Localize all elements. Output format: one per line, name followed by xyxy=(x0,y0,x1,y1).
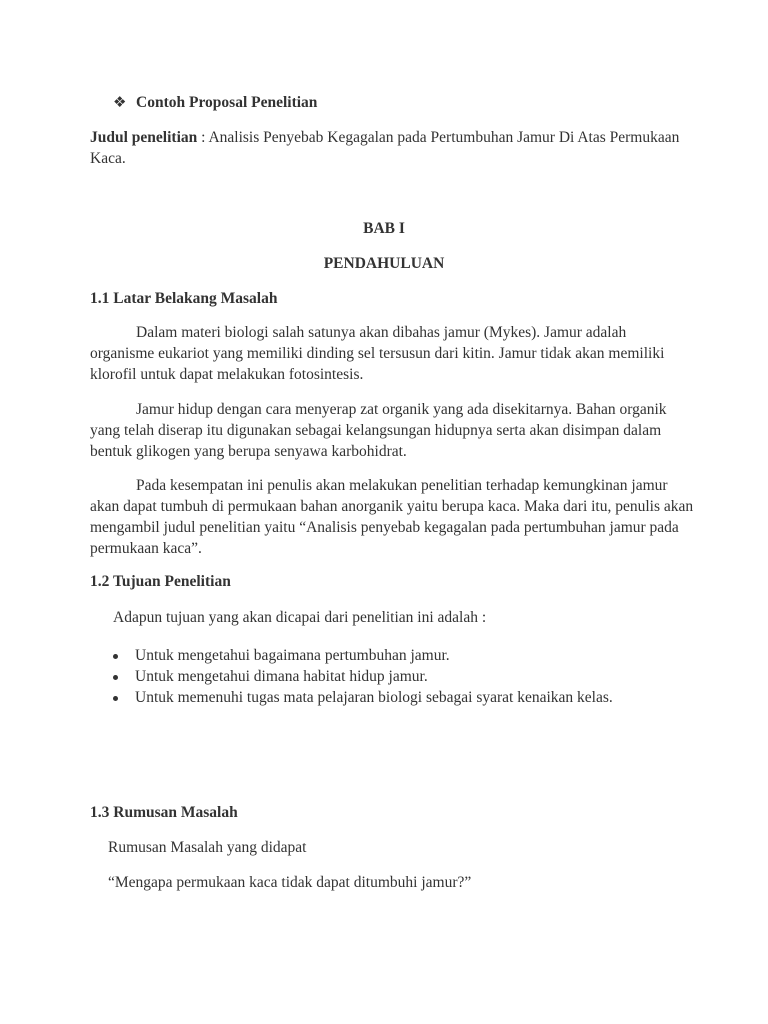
bullet-dot-icon xyxy=(113,654,118,659)
list-item xyxy=(0,645,768,666)
paragraph-line: klorofil untuk dapat melakukan fotosintesis. xyxy=(90,366,364,383)
list-item xyxy=(0,687,768,708)
section-heading-1-1: 1.1 Latar Belakang Masalah xyxy=(90,290,278,307)
paragraph-line: bentuk glikogen yang berupa senyawa karbohidrat. xyxy=(90,443,407,460)
section-heading-1-3: 1.3 Rumusan Masalah xyxy=(90,804,238,821)
research-title-label: Judul penelitian xyxy=(90,129,198,146)
paragraph-3 xyxy=(90,475,694,559)
list-item-text: Untuk memenuhi tugas mata pelajaran biologi sebagai syarat kenaikan kelas. xyxy=(135,689,613,706)
research-title-line xyxy=(90,127,679,148)
research-title-text: : Analisis Penyebab Kegagalan pada Pertumbuhan Jamur Di Atas Permukaan xyxy=(197,129,680,146)
paragraph-line: mengambil judul penelitian yaitu “Analisis penyebab kegagalan pada pertumbuhan jamur pada xyxy=(90,519,679,536)
problem-question: “Mengapa permukaan kaca tidak dapat ditumbuhi jamur?” xyxy=(108,874,472,891)
paragraph-1 xyxy=(90,322,690,385)
chapter-number: BAB I xyxy=(363,220,405,237)
paragraph-line: Jamur hidup dengan cara menyerap zat organik yang ada disekitarnya. Bahan organik xyxy=(136,401,667,418)
paragraph-line: akan dapat tumbuh di permukaan bahan anorganik yaitu berupa kaca. Maka dari itu, penulis akan xyxy=(90,498,694,515)
list-item-text: Untuk mengetahui dimana habitat hidup jamur. xyxy=(135,668,428,685)
paragraph-line: Dalam materi biologi salah satunya akan dibahas jamur (Mykes). Jamur adalah xyxy=(136,324,627,341)
research-title-continuation: Kaca. xyxy=(90,150,126,167)
bullet-dot-icon xyxy=(113,696,118,701)
objectives-intro: Adapun tujuan yang akan dicapai dari penelitian ini adalah : xyxy=(113,609,487,626)
paragraph-2 xyxy=(90,399,690,462)
paragraph-line: Pada kesempatan ini penulis akan melakukan penelitian terhadap kemungkinan jamur xyxy=(136,477,668,494)
list-item-text: Untuk mengetahui bagaimana pertumbuhan jamur. xyxy=(135,647,450,664)
paragraph-line: permukaan kaca”. xyxy=(90,540,202,557)
paragraph-line: organisme eukariot yang memiliki dinding sel tersusun dari kitin. Jamur tidak akan memiliki xyxy=(90,345,665,362)
paragraph-line: yang telah diserap itu digunakan sebagai kelangsungan hidupnya serta akan disimpan dalam xyxy=(90,422,662,439)
problem-intro: Rumusan Masalah yang didapat xyxy=(108,839,307,856)
section-heading-1-2: 1.2 Tujuan Penelitian xyxy=(90,573,231,590)
proposal-title: Contoh Proposal Penelitian xyxy=(136,94,318,111)
chapter-title: PENDAHULUAN xyxy=(323,255,445,272)
diamond-bullet-icon: ❖ xyxy=(113,93,127,111)
bullet-dot-icon xyxy=(113,675,118,680)
list-item xyxy=(0,666,768,687)
